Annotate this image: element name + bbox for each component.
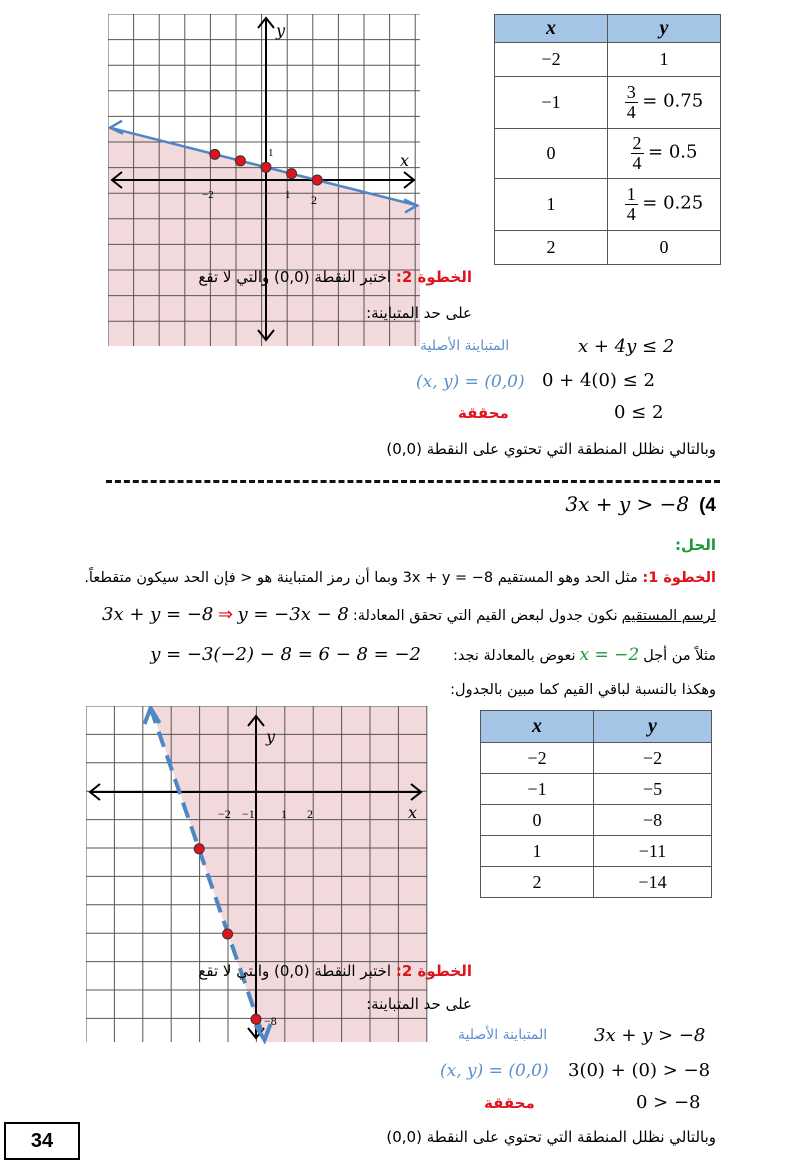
- step2b-text2: على حد المتباينة:: [366, 995, 472, 1013]
- step2a-label: الخطوة 2:: [395, 268, 472, 286]
- table-cell: −14: [594, 867, 712, 898]
- graph-2-tick-neg8: −8: [264, 1014, 277, 1028]
- data-point: [312, 175, 322, 185]
- step1-text: مثل الحد وهو المستقيم 3x + y = −8 وبما أن رمز المتباينة هو < فإن الحد سيكون متقطعاً.: [84, 570, 638, 586]
- table-cell: 0: [481, 805, 594, 836]
- data-point: [210, 149, 220, 159]
- table-cell: 1: [608, 43, 721, 77]
- graph-1-x-label: x: [400, 151, 410, 170]
- section-divider: [106, 480, 720, 483]
- table-row: [495, 231, 721, 265]
- table-row: [495, 179, 721, 231]
- data-point: [287, 169, 297, 179]
- fraction-denominator: 4: [626, 102, 636, 122]
- step1-line: [84, 570, 716, 586]
- data-point: [261, 162, 271, 172]
- solution-label: الحل:: [675, 536, 716, 554]
- graph-2-x-label: x: [408, 803, 418, 822]
- table-cell: −2: [495, 43, 608, 77]
- graph-1-y-label: y: [276, 21, 286, 40]
- problem-4-heading: [565, 492, 716, 517]
- table-1-header-x: x: [495, 15, 608, 43]
- shaded-region: [151, 706, 427, 1042]
- example-text: مثلاً من أجل: [643, 648, 716, 664]
- step2a-text1: اختبر النقطة (0,0) والتي لا تقع: [198, 268, 392, 286]
- table-1-header-y: y: [608, 15, 721, 43]
- example-line: [150, 644, 716, 665]
- plot-text: نكون جدول لبعض القيم التي تحقق المعادلة:: [352, 608, 618, 624]
- table-cell: −5: [594, 774, 712, 805]
- step2a-conclusion: وبالتالي نظلل المنطقة التي تحتوي على النقطة (0,0): [386, 440, 716, 458]
- decimal-value: = 0.25: [642, 192, 704, 214]
- step2b-eq1: 3x + y > −8: [594, 1025, 706, 1046]
- table-row: [495, 77, 721, 129]
- graph-1: [108, 14, 420, 346]
- table-row: [481, 743, 712, 774]
- decimal-value: = 0.75: [642, 90, 704, 112]
- step2b-eq3: 0 > −8: [636, 1092, 701, 1113]
- step2b-line1: [198, 962, 472, 980]
- plot-line: [102, 604, 716, 625]
- graph-1-tick-neg2: −2: [202, 189, 214, 201]
- table-cell: −2: [594, 743, 712, 774]
- table-cell: 0: [608, 231, 721, 265]
- table-cell: −2: [481, 743, 594, 774]
- table-row: [481, 836, 712, 867]
- table-row: [495, 129, 721, 179]
- graph-2-tick-1: 1: [281, 807, 287, 821]
- fraction-numerator: 2: [632, 133, 642, 154]
- example-calc: y = −3(−2) − 8 = 6 − 8 = −2: [150, 644, 422, 665]
- step2a-note-point: (x, y) = (0,0): [416, 372, 525, 392]
- graph-1-tick-2: 2: [311, 193, 317, 207]
- step2a-note-true: محققة: [458, 404, 509, 422]
- table-2-header-y: y: [594, 711, 712, 743]
- graph-1-tick-1: 1: [285, 189, 291, 201]
- table-cell: [608, 179, 721, 231]
- data-point: [251, 1014, 261, 1024]
- plot-eq-b: y = −3x − 8: [237, 604, 349, 625]
- graph-2-tick-2: 2: [307, 807, 313, 821]
- data-point: [235, 156, 245, 166]
- values-table-1: [494, 14, 721, 265]
- step2a-line1: [198, 268, 472, 286]
- table-row: [481, 867, 712, 898]
- table-cell: −11: [594, 836, 712, 867]
- graph-2-tick-neg1: −1: [242, 807, 255, 821]
- plot-eq-a: 3x + y = −8: [102, 604, 214, 625]
- step2b-note-point: (x, y) = (0,0): [440, 1061, 549, 1081]
- step1-label: الخطوة 1:: [642, 570, 716, 586]
- graph-2-tick-neg2: −2: [218, 807, 231, 821]
- table-cell: 2: [481, 867, 594, 898]
- example-x: x = −2: [579, 645, 640, 665]
- data-point: [223, 929, 233, 939]
- step2b-text1: اختبر النقطة (0,0) والتي لا تقع: [198, 962, 392, 980]
- table-cell: 2: [495, 231, 608, 265]
- plot-equation: [102, 604, 349, 624]
- table-row: [481, 805, 712, 836]
- step2a-text2: على حد المتباينة:: [366, 304, 472, 322]
- fraction-numerator: 1: [626, 184, 636, 205]
- table-cell: 0: [495, 129, 608, 179]
- step2b-note-original: المتباينة الأصلية: [458, 1027, 548, 1043]
- table-cell: 1: [495, 179, 608, 231]
- table-cell: [608, 77, 721, 129]
- page-number: 34: [4, 1122, 80, 1160]
- table-row: [495, 43, 721, 77]
- step2a-eq3: 0 ≤ 2: [614, 402, 664, 423]
- step2b-eq2: 3(0) + (0) > −8: [568, 1060, 711, 1081]
- plot-prefix: لرسم المستقيم: [621, 608, 716, 624]
- table-2-header-x: x: [481, 711, 594, 743]
- step2b-note-true: محققة: [484, 1094, 535, 1112]
- graph-1-one-label: 1: [268, 147, 274, 159]
- values-table-2: [480, 710, 712, 898]
- step2b-label: الخطوة 2:: [395, 962, 472, 980]
- problem-4-expression: 3x + y > −8: [565, 492, 690, 516]
- decimal-value: = 0.5: [648, 141, 698, 163]
- table-cell: 1: [481, 836, 594, 867]
- table-row: [481, 774, 712, 805]
- data-point: [194, 844, 204, 854]
- step2a-note-original: المتباينة الأصلية: [420, 338, 510, 354]
- fraction-denominator: 4: [626, 204, 636, 224]
- arrow-icon: ⇒: [217, 604, 233, 625]
- table-cell: −1: [481, 774, 594, 805]
- table-cell: −1: [495, 77, 608, 129]
- step2a-eq1: x + 4y ≤ 2: [578, 336, 675, 357]
- fraction-denominator: 4: [632, 153, 642, 173]
- graph-2-y-label: y: [266, 727, 276, 746]
- example-text2: نعوض بالمعادلة نجد:: [453, 648, 576, 664]
- problem-4-number: (4: [699, 495, 716, 516]
- fraction-numerator: 3: [626, 82, 636, 103]
- step2b-conclusion: وبالتالي نظلل المنطقة التي تحتوي على النقطة (0,0): [386, 1128, 716, 1146]
- rest-text: وهكذا بالنسبة لباقي القيم كما مبين بالجدول:: [450, 682, 716, 698]
- table-cell: −8: [594, 805, 712, 836]
- table-cell: [608, 129, 721, 179]
- graph-2: [86, 706, 430, 1044]
- step2a-eq2: 0 + 4(0) ≤ 2: [542, 370, 655, 391]
